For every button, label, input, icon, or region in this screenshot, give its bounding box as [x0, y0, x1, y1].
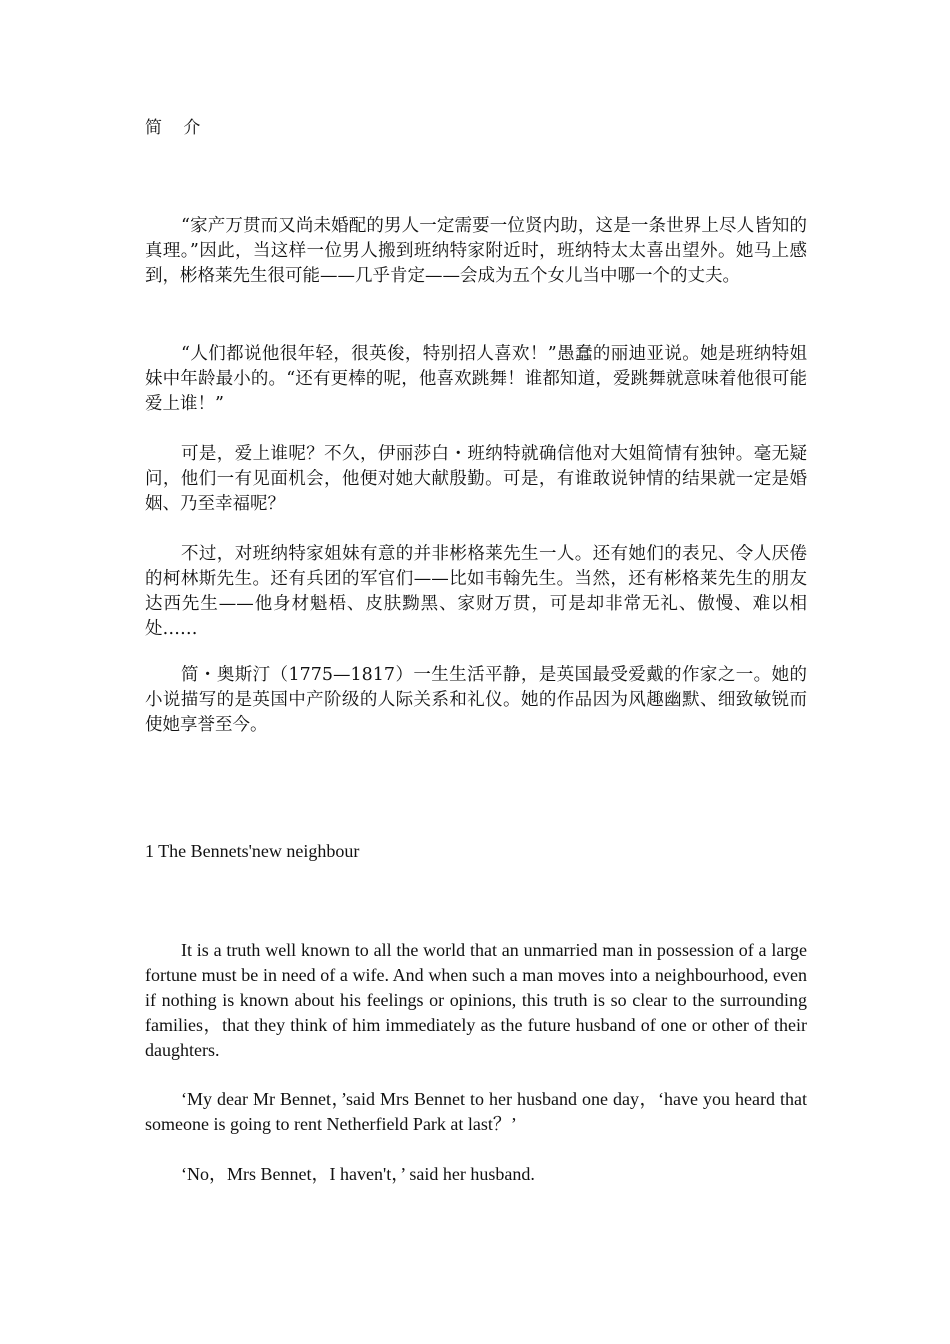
- chapter-paragraph: ‘My dear Mr Bennet，’said Mrs Bennet to her husband one day，‘have you heard that someone is going to rent Netherfield Park at last？’: [145, 1089, 807, 1134]
- chapter-paragraph: It is a truth well known to all the world that an unmarried man in possession of a large fortune must be in need of a wife. And when such a man moves into a neighbourhood, even if nothing is known about his feelings or opinions, this truth is so clear to the surrounding families，that they think of him immediately as the future husband of one or other of their daughters.: [145, 940, 807, 1060]
- intro-heading: 简 介: [145, 118, 209, 138]
- intro-paragraph: “家产万贯而又尚未婚配的男人一定需要一位贤内助，这是一条世界上尽人皆知的真理。”因此，当这样一位男人搬到班纳特家附近时，班纳特太太喜出望外。她马上感到，彬格莱先生很可能——几乎肯定——会成为五个女儿当中哪一个的丈夫。: [145, 216, 807, 286]
- intro-paragraph: “人们都说他很年轻，很英俊，特别招人喜欢！”愚蠢的丽迪亚说。她是班纳特姐妹中年龄最小的。“还有更棒的呢，他喜欢跳舞！谁都知道，爱跳舞就意味着他很可能爱上谁！”: [145, 344, 807, 414]
- intro-paragraph: 可是，爱上谁呢？不久，伊丽莎白・班纳特就确信他对大姐简情有独钟。毫无疑问，他们一有见面机会，他便对她大献殷勤。可是，有谁敢说钟情的结果就一定是婚姻、乃至幸福呢？: [145, 444, 807, 514]
- intro-paragraph: 不过，对班纳特家姐妹有意的并非彬格莱先生一人。还有她们的表兄、令人厌倦的柯林斯先生。还有兵团的军官们——比如韦翰先生。当然，还有彬格莱先生的朋友达西先生——他身材魁梧、皮肤黝黑、家财万贯，可是却非常无礼、傲慢、难以相处……: [145, 544, 807, 639]
- chapter-heading: 1 The Bennets'new neighbour: [145, 841, 360, 861]
- chapter-paragraph: ‘No，Mrs Bennet，I haven't，’ said her husband.: [181, 1164, 535, 1184]
- intro-paragraph: 简・奥斯汀（1775—1817）一生生活平静，是英国最受爱戴的作家之一。她的小说描写的是英国中产阶级的人际关系和礼仪。她的作品因为风趣幽默、细致敏锐而使她享誉至今。: [145, 665, 807, 735]
